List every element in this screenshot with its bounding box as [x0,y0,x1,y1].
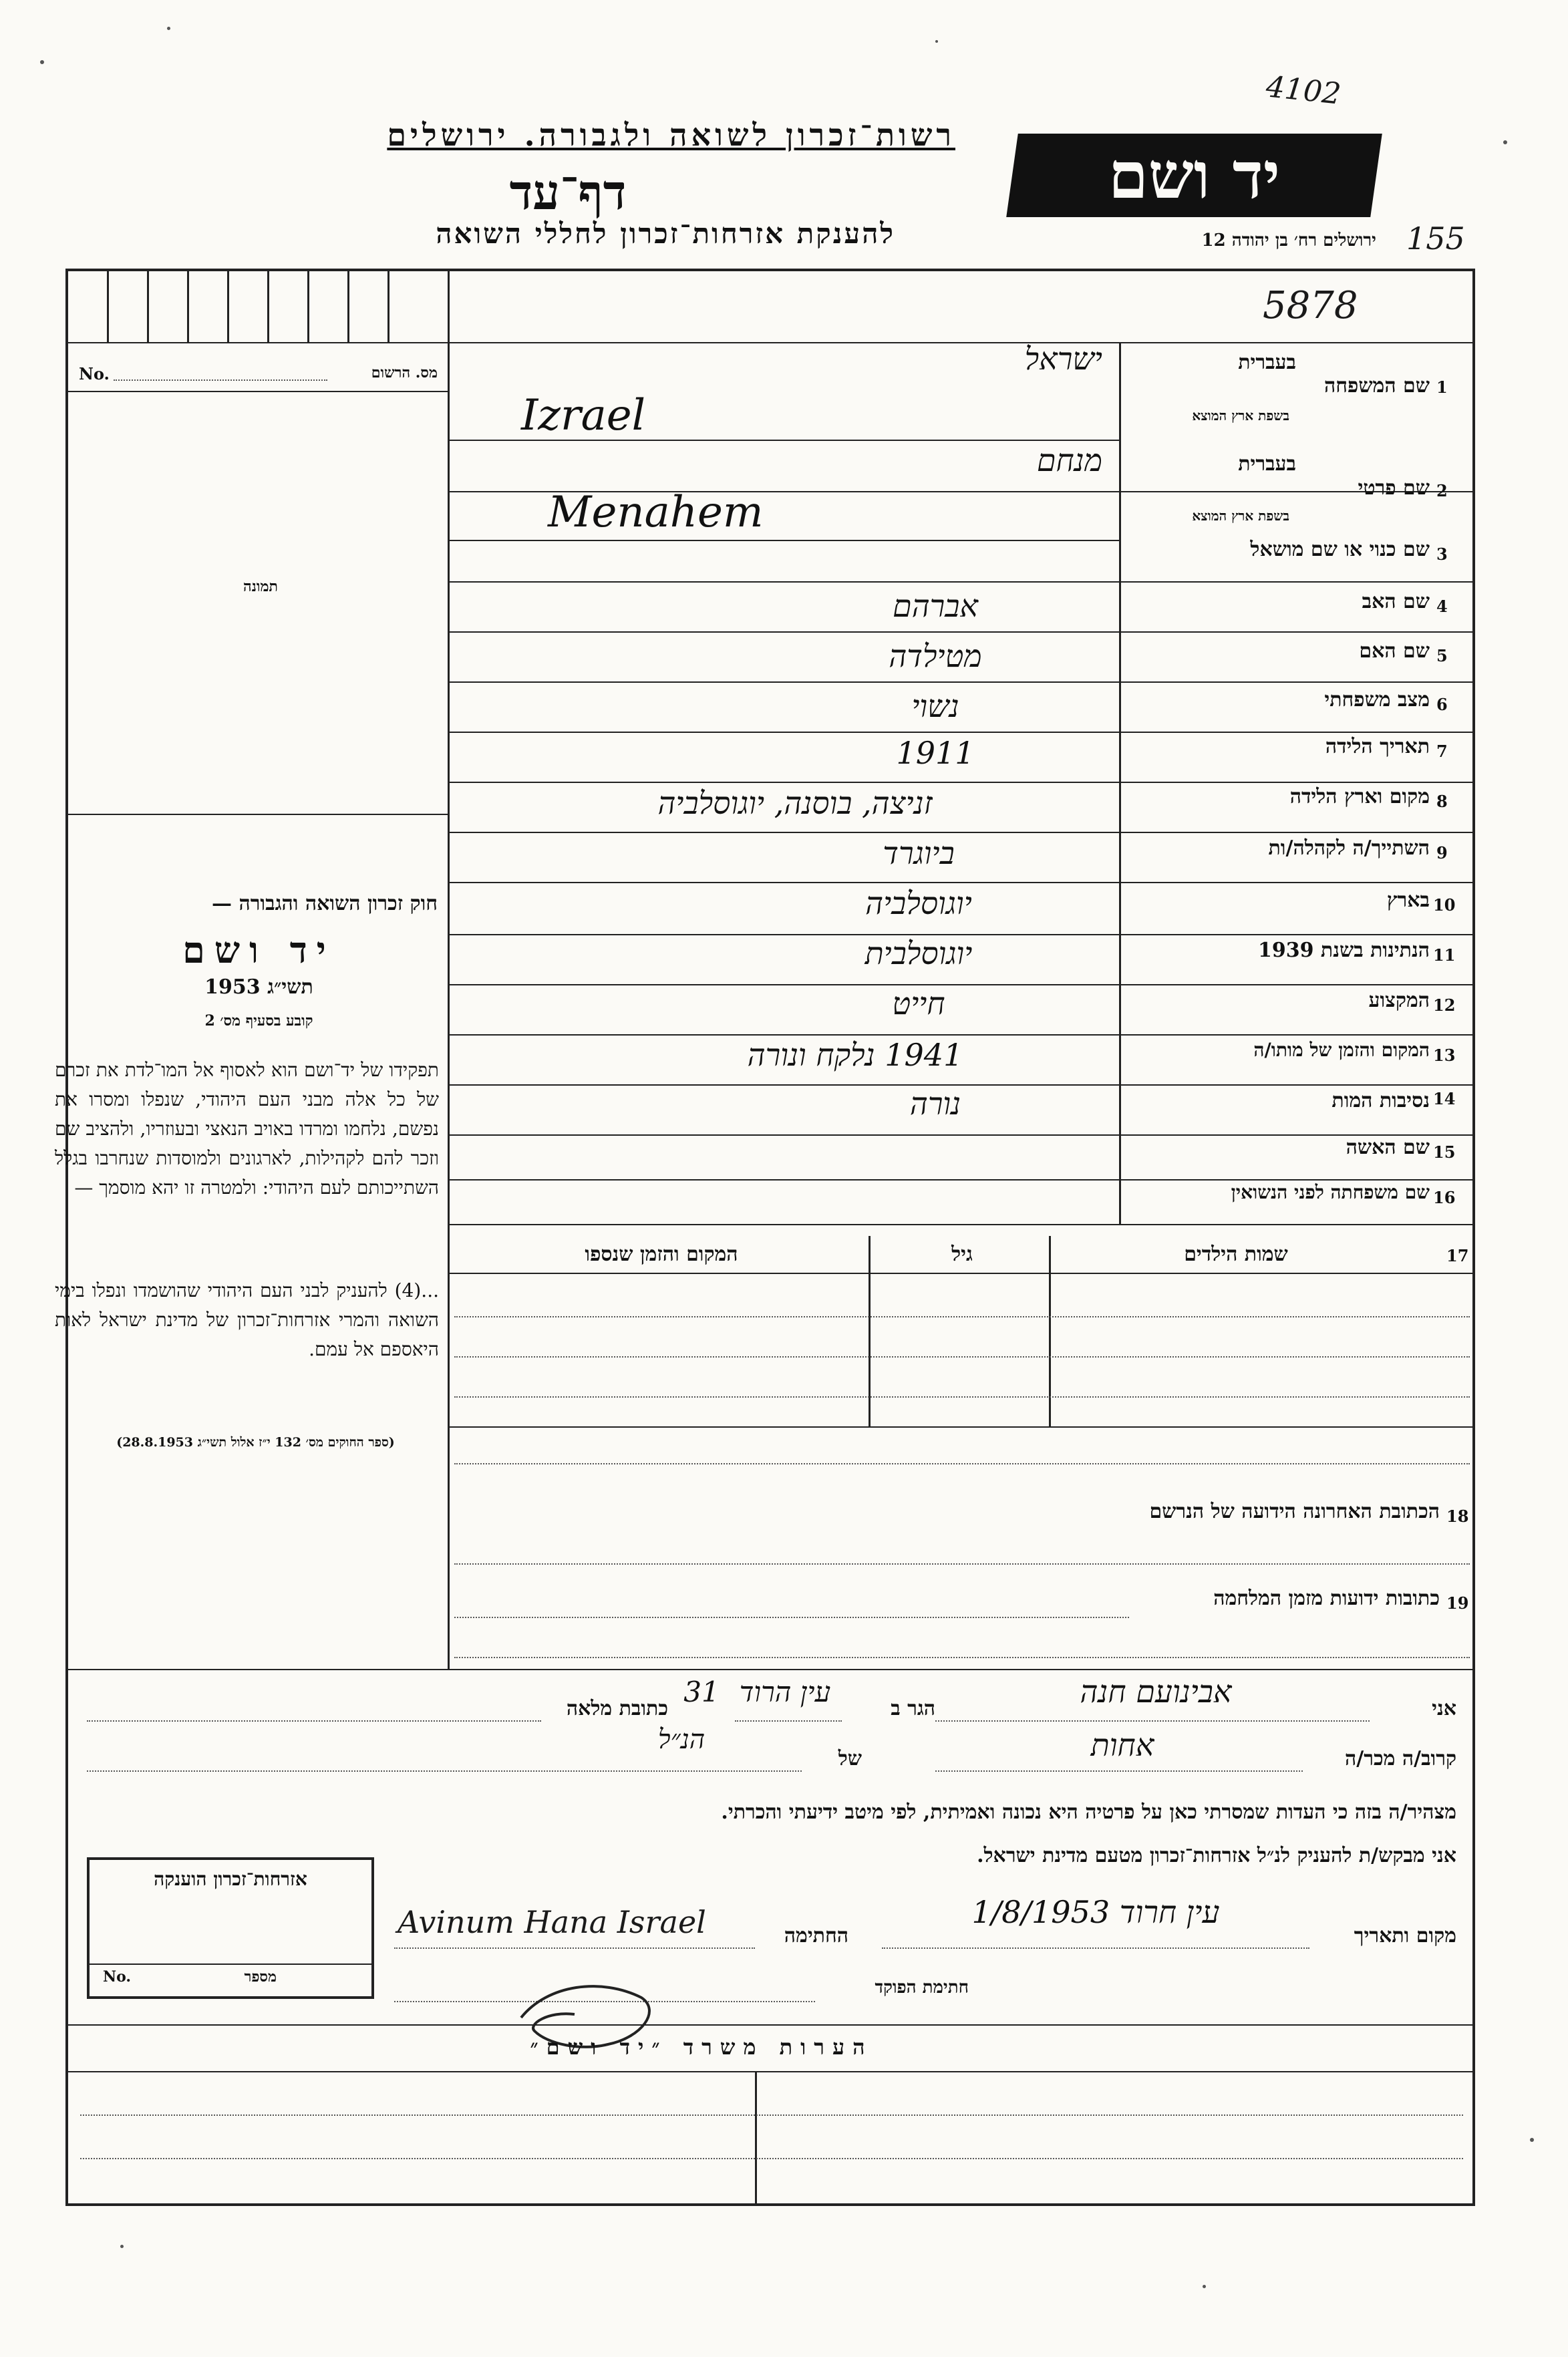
value-first-native: Menahem [548,488,764,537]
office-notes-title: הערות משרד ״יד ושם״ [530,2034,873,2060]
law-title: חוק זכרון השואה והגבורה — [212,892,438,915]
sub-first-hebrew: בעברית [1238,452,1296,476]
value-family-native: Izrael [521,391,646,440]
decl-of-value: הנ״ל [657,1724,705,1755]
label-last-address: הכתובת האחרונה הידועה של הנרשם [1149,1500,1440,1523]
form-title: דף־עד [509,164,627,220]
label-mother: שם האם [1359,639,1430,663]
label-marital: מצב משפחתי [1324,688,1430,712]
authority-line: רשות־זכרון לשואה ולגבורה. ירושלים [387,117,955,153]
value-father: אברהם [892,588,979,624]
label-death-circumstances: נסיבות המות [1331,1089,1430,1112]
citizenship-stamp-box [87,1857,374,1999]
value-birthdate: 1911 [896,735,975,771]
sub-family-hebrew: בעברית [1238,351,1296,374]
law-paragraph-1: תפקידו של יד־ושם הוא לאסוף אל המו־לדת את זכרם של כל אלה מבני העם היהודי, שנפלו ומסרו את נפשם, נלחמו ומרדו באויב הנאצי ובעוזריו, ולהציב שם וזכר להם לקהילות, לארגונים ולמוסדות שנחרבו בגלל השתייכותם לעם היהודי: ולמטרה זו יהא מוסמך — [55,1059,439,1199]
logo-address: ירושלים רח׳ בן יהודה 12 [1201,230,1376,251]
label-wife-maiden: שם משפחתה לפני הנשואין [1231,1181,1430,1203]
decl-line-3: מצהיר/ה בזה כי העדות שמסרתי כאן על פרטיה היא נכונה ואמיתית, לפי מיטב ידיעתי והכרתי. [721,1800,1456,1824]
decl-i-value: אבינועם חנה [1080,1674,1232,1710]
label-family-name: שם המשפחה [1323,374,1430,398]
value-country: יוגוסלביה [865,885,972,921]
sub-family-native: בשפת ארץ המוצא [1192,408,1289,424]
stamp-title: אזרחות־זכרון הוענקה [154,1868,307,1890]
label-first-name: שם פרטי [1358,476,1430,500]
page-number: 155 [1406,220,1465,257]
label-father: שם האב [1362,590,1430,613]
decl-signature-value: Avinum Hana Israel [398,1904,706,1940]
value-family-hebrew: ישראל [1024,341,1102,377]
value-death-place-time: 1941 נלקח ונורה [747,1037,963,1073]
children-col-age: גיל [951,1243,973,1266]
value-profession: חייט [892,985,945,1022]
label-nationality: הנתינות בשנת 1939 [1257,939,1430,962]
decl-relative-value: אחות [1090,1727,1154,1763]
label-birthdate: תאריך הלידה [1325,735,1430,758]
reg-label: מס. הרשום [371,364,438,381]
law-name: יד ושם [182,929,335,971]
value-community: ביוגרד [883,835,955,871]
value-mother: מטילדה [889,638,982,674]
decl-address-value: 31 [683,1676,720,1708]
label-birthplace: מקום וארץ הלידה [1289,785,1430,808]
decl-place-date-value: עין חרוד 1/8/1953 [971,1894,1220,1930]
yad-vashem-logo [1006,134,1382,217]
sheet-id: 5878 [1263,284,1358,327]
doc-number: 4102 [1264,69,1343,112]
label-community: השתייך/ה לקהלה/ות [1268,836,1430,860]
children-col-names: שמות הילדים [1184,1243,1288,1266]
law-reference: (ספר החוקים מס׳ 132 י״ז אלול תשי״ג 28.8.1953) [116,1435,395,1450]
label-nickname: שם כנוי או שם מושאל [1250,538,1430,561]
value-death-circumstances: נורה [909,1086,961,1122]
photo-label: תמונה [243,578,278,595]
stamp-number: מספר [244,1968,277,1986]
box-strip [67,270,448,342]
value-marital: נשוי [911,688,959,724]
children-col-place: המקום והזמן שנספו [585,1243,738,1266]
decl-place-date: מקום ותאריך [1354,1924,1456,1947]
stamp-no: No. [103,1968,132,1986]
decl-lives-value: עין הרוד [739,1676,831,1708]
reg-no-label: No. [79,364,110,383]
decl-line-4: אני מבקש/ת להעניק לנ״ל אזרחות־זכרון מטעם מדינת ישראל. [977,1844,1456,1867]
value-birthplace: זניצה, בוסנה, יוגוסלביה [657,785,933,821]
law-section: קובע בסעיף מס׳ 2 [204,1012,313,1030]
decl-i: אני [1432,1697,1456,1720]
decl-official-signature: חתימת הפוקד [875,1978,969,1998]
label-profession: המקצוע [1368,989,1430,1012]
decl-signature-label: החתימה [784,1924,848,1947]
label-wife-name: שם האשה [1346,1136,1430,1159]
law-paragraph-2: ...(4) להעניק לבני העם היהודי שהושמדו ונפלו בימי השואה והמרי אזרחות־זכרון של מדינת ישראל לאות היאספם אל עמם. [55,1279,439,1360]
label-country: בארץ [1386,889,1430,912]
decl-of: של [838,1747,862,1770]
form-subtitle: להענקת אזרחות־זכרון לחללי השואה [436,217,895,250]
decl-lives-in: הגר ב [891,1697,935,1720]
value-first-hebrew: מנחם [1036,442,1102,478]
decl-full-address: כתובת מלאה [566,1697,668,1720]
label-war-addresses: כתובות ידועות מזמן המלחמה [1213,1587,1440,1610]
sub-first-native: בשפת ארץ המוצא [1192,508,1289,524]
law-year: תשי״ג 1953 [204,975,313,999]
decl-relative: קרוב/ה מכר/ה [1345,1747,1456,1770]
label-death-place-time: המקום והזמן של מותו/ה [1253,1039,1430,1061]
value-nationality: יוגוסלבית [865,935,973,971]
logo-text: יד ושם [1108,138,1281,213]
